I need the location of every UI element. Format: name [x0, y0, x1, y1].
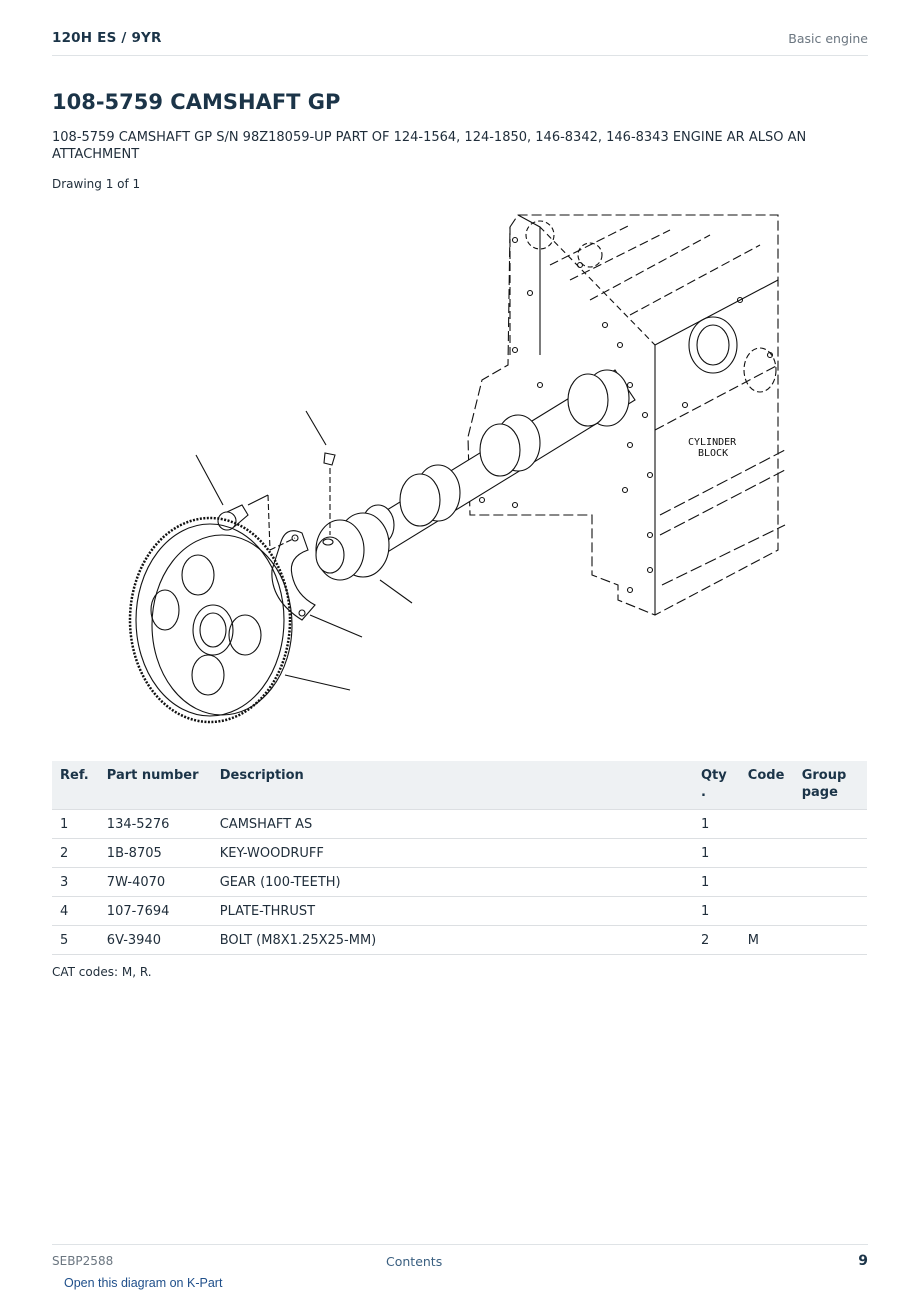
drawing-counter: Drawing 1 of 1 [52, 177, 141, 191]
table-row [52, 839, 867, 868]
ref-cell: 5 [52, 926, 99, 955]
header-ref: Ref. [52, 761, 99, 810]
description-cell: KEY-WOODRUFF [212, 839, 693, 868]
page-number: 9 [858, 1253, 868, 1269]
description-cell: CAMSHAFT AS [212, 810, 693, 839]
header-qty: Qty . [693, 761, 740, 810]
code-cell [740, 897, 794, 926]
ref-cell: 4 [52, 897, 99, 926]
description-cell: BOLT (M8X1.25X25-MM) [212, 926, 693, 955]
part-number-cell: 6V-3940 [99, 926, 212, 955]
code-cell [740, 810, 794, 839]
contents-link[interactable]: Contents [386, 1254, 443, 1269]
table-row [52, 897, 867, 926]
part-number-cell: 7W-4070 [99, 868, 212, 897]
code-cell [740, 839, 794, 868]
group-page-cell [794, 926, 867, 955]
parts-diagram [110, 205, 800, 735]
header-group-page: Group page [794, 761, 867, 810]
ref-cell: 1 [52, 810, 99, 839]
cat-codes: CAT codes: M, R. [52, 965, 152, 979]
qty-cell: 1 [693, 810, 740, 839]
group-page-cell [794, 839, 867, 868]
page-title: 108-5759 CAMSHAFT GP [52, 90, 341, 114]
code-cell [740, 868, 794, 897]
document-id: SEBP2588 [52, 1254, 114, 1268]
header-description: Description [212, 761, 693, 810]
description-cell: PLATE-THRUST [212, 897, 693, 926]
part-number-cell: 1B-8705 [99, 839, 212, 868]
ref-cell: 2 [52, 839, 99, 868]
qty-cell: 1 [693, 839, 740, 868]
page-footer [52, 1244, 868, 1275]
ref-cell: 3 [52, 868, 99, 897]
page-header [52, 28, 868, 56]
group-page-cell [794, 897, 867, 926]
qty-cell: 2 [693, 926, 740, 955]
cylinder-label-2: BLOCK [698, 448, 729, 459]
qty-cell: 1 [693, 868, 740, 897]
open-kpart-link[interactable]: Open this diagram on K-Part [64, 1276, 223, 1290]
qty-cell: 1 [693, 897, 740, 926]
table-row [52, 926, 867, 955]
part-number-cell: 107-7694 [99, 897, 212, 926]
section-name: Basic engine [788, 31, 868, 46]
woodruff-key-drawing [306, 411, 335, 535]
part-number-cell: 134-5276 [99, 810, 212, 839]
cylinder-label-1: CYLINDER [688, 437, 737, 448]
group-page-cell [794, 868, 867, 897]
code-cell: M [740, 926, 794, 955]
table-row [52, 810, 867, 839]
group-page-cell [794, 810, 867, 839]
table-header-row [52, 761, 867, 810]
header-part-number: Part number [99, 761, 212, 810]
part-description: 108-5759 CAMSHAFT GP S/N 98Z18059-UP PART OF 124-1564, 124-1850, 146-8342, 146-8343 ENGINE AR ALSO AN ATTACHMENT [52, 130, 807, 162]
header-code: Code [740, 761, 794, 810]
table-row [52, 868, 867, 897]
parts-table [52, 761, 867, 955]
model-serial: 120H ES / 9YR [52, 30, 162, 46]
description-cell: GEAR (100-TEETH) [212, 868, 693, 897]
camshaft-drawing [316, 370, 635, 580]
